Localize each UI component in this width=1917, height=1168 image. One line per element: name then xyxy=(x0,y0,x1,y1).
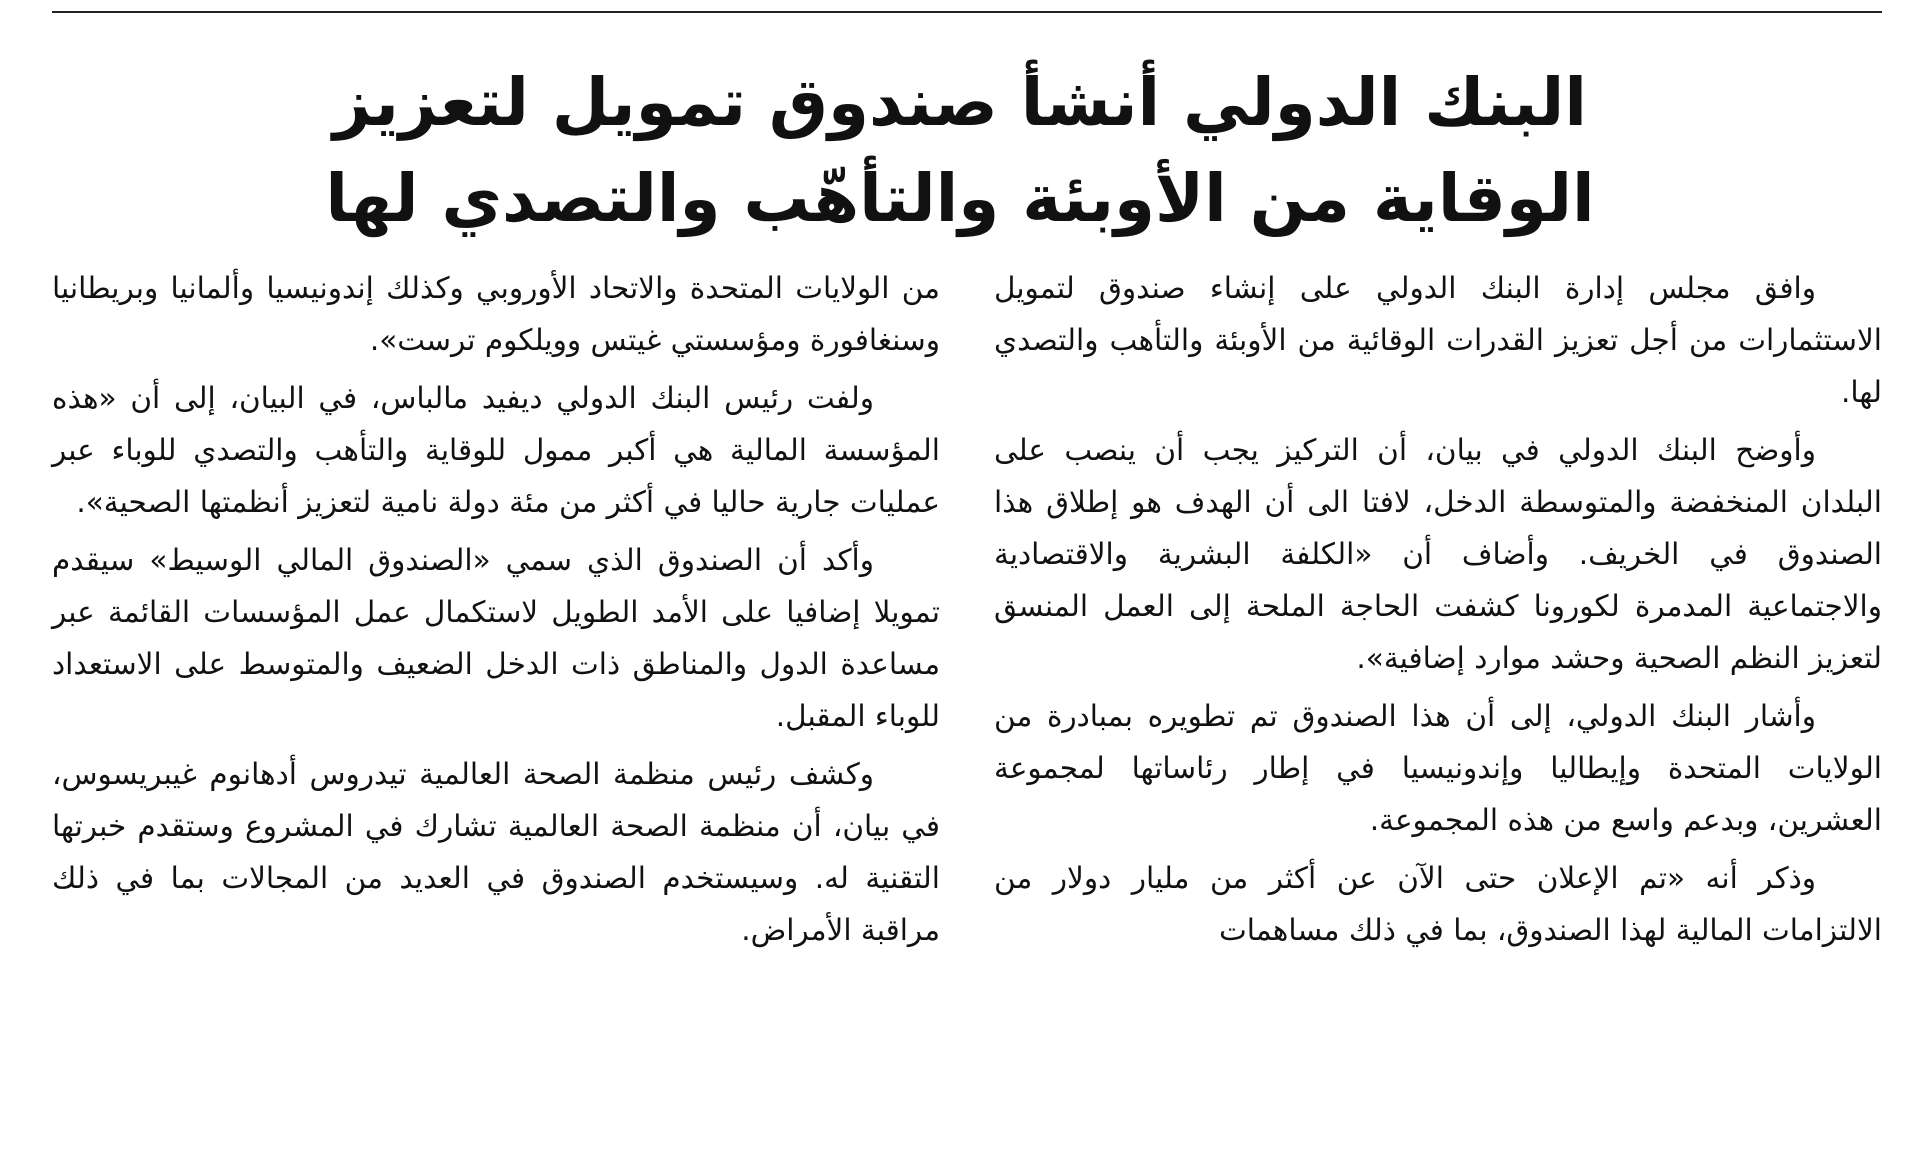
headline-line-1: البنك الدولي أنشأ صندوق تمويل لتعزيز xyxy=(333,64,1587,141)
article-body xyxy=(52,262,1882,1082)
headline xyxy=(140,55,1780,247)
article-column-left xyxy=(52,262,940,962)
paragraph: وذكر أنه «تم الإعلان حتى الآن عن أكثر من مليار دولار من الالتزامات المالية لهذا الصندوق، بما في ذلك مساهمات xyxy=(994,861,1882,947)
paragraph: وافق مجلس إدارة البنك الدولي على إنشاء صندوق لتمويل الاستثمارات من أجل تعزيز القدرات الوقائية من الأوبئة والتأهب والتصدي لها. xyxy=(994,271,1882,409)
paragraph: وكشف رئيس منظمة الصحة العالمية تيدروس أدهانوم غيبريسوس، في بيان، أن منظمة الصحة العالمية تشارك في المشروع وستقدم خبرتها التقنية له. وسيستخدم الصندوق في العديد من المجالات بما في ذلك مراقبة الأمراض. xyxy=(52,757,940,947)
paragraph: وأشار البنك الدولي، إلى أن هذا الصندوق تم تطويره بمبادرة من الولايات المتحدة وإيطاليا وإندونيسيا في إطار رئاساتها لمجموعة العشرين، وبدعم واسع من هذه المجموعة. xyxy=(994,699,1882,837)
top-rule xyxy=(52,11,1882,13)
paragraph: وأوضح البنك الدولي في بيان، أن التركيز يجب أن ينصب على البلدان المنخفضة والمتوسطة الدخل، لافتا الى أن الهدف هو إطلاق هذا الصندوق في الخريف. وأضاف أن «الكلفة البشرية والاقتصادية والاجتماعية المدمرة لكورونا كشفت الحاجة الملحة إلى العمل المنسق لتعزيز النظم الصحية وحشد موارد إضافية». xyxy=(994,433,1882,675)
paragraph-continuation: من الولايات المتحدة والاتحاد الأوروبي وكذلك إندونيسيا وألمانيا وبريطانيا وسنغافورة ومؤسستي غيتس وويلكوم ترست». xyxy=(52,271,940,357)
paragraph: ولفت رئيس البنك الدولي ديفيد مالباس، في البيان، إلى أن «هذه المؤسسة المالية هي أكبر ممول للوقاية والتأهب والتصدي للوباء عبر عمليات جارية حاليا في أكثر من مئة دولة نامية لتعزيز أنظمتها الصحية». xyxy=(52,381,940,519)
headline-line-2: الوقاية من الأوبئة والتأهّب والتصدي لها xyxy=(325,160,1595,237)
article-column-right xyxy=(994,262,1882,962)
paragraph: وأكد أن الصندوق الذي سمي «الصندوق المالي الوسيط» سيقدم تمويلا إضافيا على الأمد الطويل لاستكمال عمل المؤسسات القائمة عبر مساعدة الدول والمناطق ذات الدخل الضعيف والمتوسط على الاستعداد للوباء المقبل. xyxy=(52,543,940,733)
